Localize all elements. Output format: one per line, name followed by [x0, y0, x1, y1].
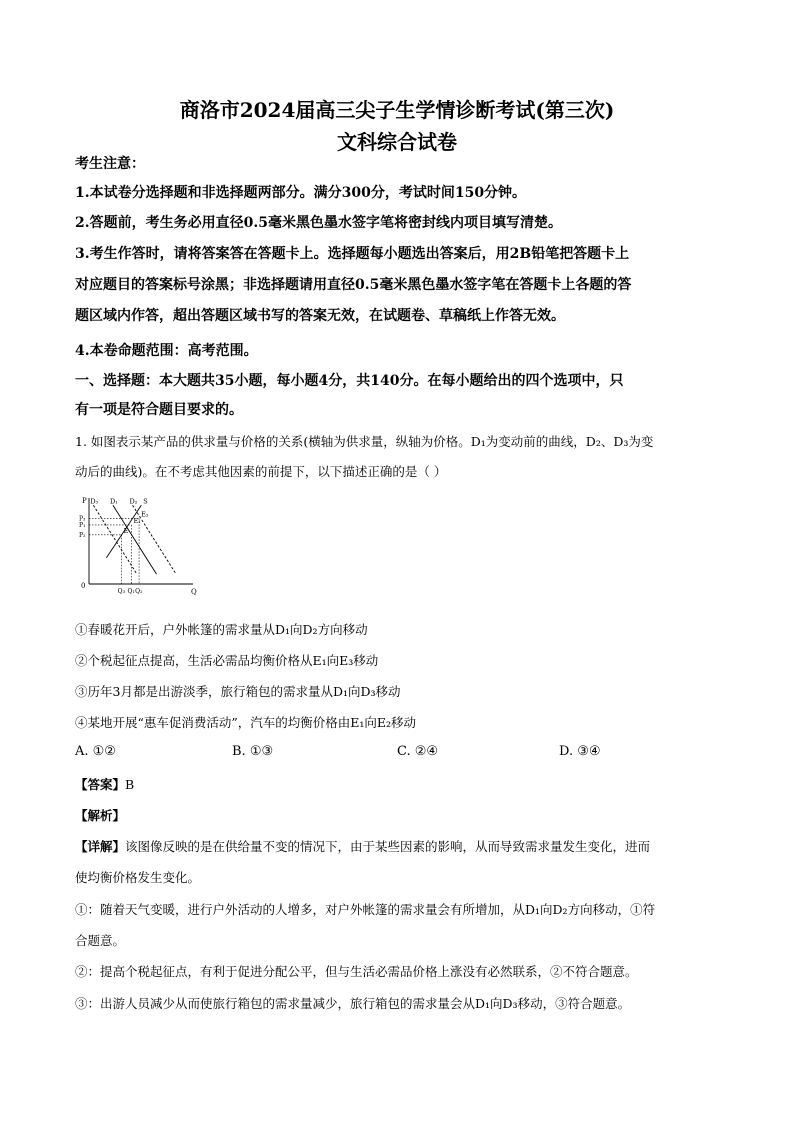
answer-line [75, 775, 134, 793]
detail-text: 该图像反映的是在供给量不变的情况下，由于某些因素的影响，从而导致需求量发生变化，进而 [125, 839, 651, 854]
detail-tag: 【详解】 [75, 839, 126, 854]
exam-title: 商洛市2024届高三尖子生学情诊断考试(第三次) [179, 98, 615, 122]
notice-item: 1.本试卷分选择题和非选择题两部分。满分300分，考试时间150分钟。 [75, 185, 527, 201]
equilibrium-label: E₂ [141, 510, 149, 519]
curve-label: D₃ [90, 497, 99, 506]
y-tick-label: P₂ [79, 531, 86, 539]
x-tick-label: Q₂ [135, 588, 143, 595]
explanation-1-cont: 合题意。 [75, 933, 126, 948]
notice-item: 4.本卷命题范围：高考范围。 [75, 343, 258, 359]
equilibrium-label: E₁ [133, 516, 141, 525]
curve-label: D₂ [129, 497, 138, 506]
x-tick-label: Q₃ [117, 588, 125, 595]
notice-item: 3.考生作答时，请将答案答在答题卡上。选择题每小题选出答案后，用2B铅笔把答题卡上 [75, 246, 630, 262]
equilibrium-label: E [123, 526, 129, 535]
explanation-3: ③：出游人员减少从而使旅行箱包的需求量减少，旅行箱包的需求量会从D₁向D₃移动，③符合题意。 [75, 996, 631, 1011]
answer-value: B [125, 777, 135, 792]
curve-label: S [143, 497, 148, 506]
origin-label: 0 [81, 582, 86, 590]
question-stem: 1. 如图表示某产品的供求量与价格的关系(横轴为供求量，纵轴为价格。D₁为变动前的曲线，D₂、D₃为变 [75, 434, 654, 449]
notice-item: 题区域内作答，超出答题区域书写的答案无效，在试题卷、草稿纸上作答无效。 [75, 308, 565, 324]
section-heading-cont: 有一项是符合题目要求的。 [75, 402, 243, 418]
statement-3: ③历年3月都是出游淡季，旅行箱包的需求量从D₁向D₃移动 [75, 684, 401, 699]
option-c[interactable]: C. ②④ [397, 744, 439, 759]
curve-D₃ [93, 505, 137, 574]
exam-subtitle: 文科综合试卷 [337, 130, 457, 154]
question-stem-cont: 动后的曲线)。在不考虑其他因素的前提下，以下描述正确的是（ ） [75, 464, 447, 479]
detail-line [75, 837, 650, 855]
analysis-tag: 【解析】 [75, 808, 126, 823]
answer-tag: 【答案】 [75, 777, 126, 792]
option-d[interactable]: D. ③④ [559, 744, 601, 759]
option-a[interactable]: A. ①② [75, 744, 116, 759]
x-tick-label: Q₁ [127, 588, 135, 595]
notice-heading: 考生注意： [75, 156, 145, 172]
supply-demand-chart [75, 494, 200, 600]
x-axis-label: Q [191, 588, 197, 596]
statement-1: ①春暖花开后，户外帐篷的需求量从D₁向D₂方向移动 [75, 622, 368, 637]
curve-label: D₁ [109, 497, 118, 506]
explanation-1: ①：随着天气变暖，进行户外活动的人增多，对户外帐篷的需求量会有所增加，从D₁向D₂方向移动，①符 [75, 902, 656, 917]
notice-item: 对应题目的答案标号涂黑；非选择题请用直径0.5毫米黑色墨水签字笔在答题卡上各题的答 [75, 277, 632, 293]
y-tick-label: P₁ [79, 521, 86, 529]
section-heading: 一、选择题：本大题共35小题，每小题4分，共140分。在每小题给出的四个选项中，只 [75, 373, 624, 389]
detail-text-cont: 使均衡价格发生变化。 [75, 870, 201, 885]
notice-item: 2.答题前，考生务必用直径0.5毫米黑色墨水签字笔将密封线内项目填写清楚。 [75, 215, 562, 231]
option-b[interactable]: B. ①③ [232, 744, 274, 759]
statement-4: ④某地开展“惠车促消费活动”，汽车的均衡价格由E₁向E₂移动 [75, 715, 417, 730]
explanation-2: ②：提高个税起征点，有利于促进分配公平，但与生活必需品价格上涨没有必然联系，②不符合题意。 [75, 964, 638, 979]
statement-2: ②个税起征点提高，生活必需品均衡价格从E₁向E₃移动 [75, 653, 379, 668]
y-axis-label: P [82, 497, 87, 505]
y-tick-label: P₃ [79, 515, 86, 523]
